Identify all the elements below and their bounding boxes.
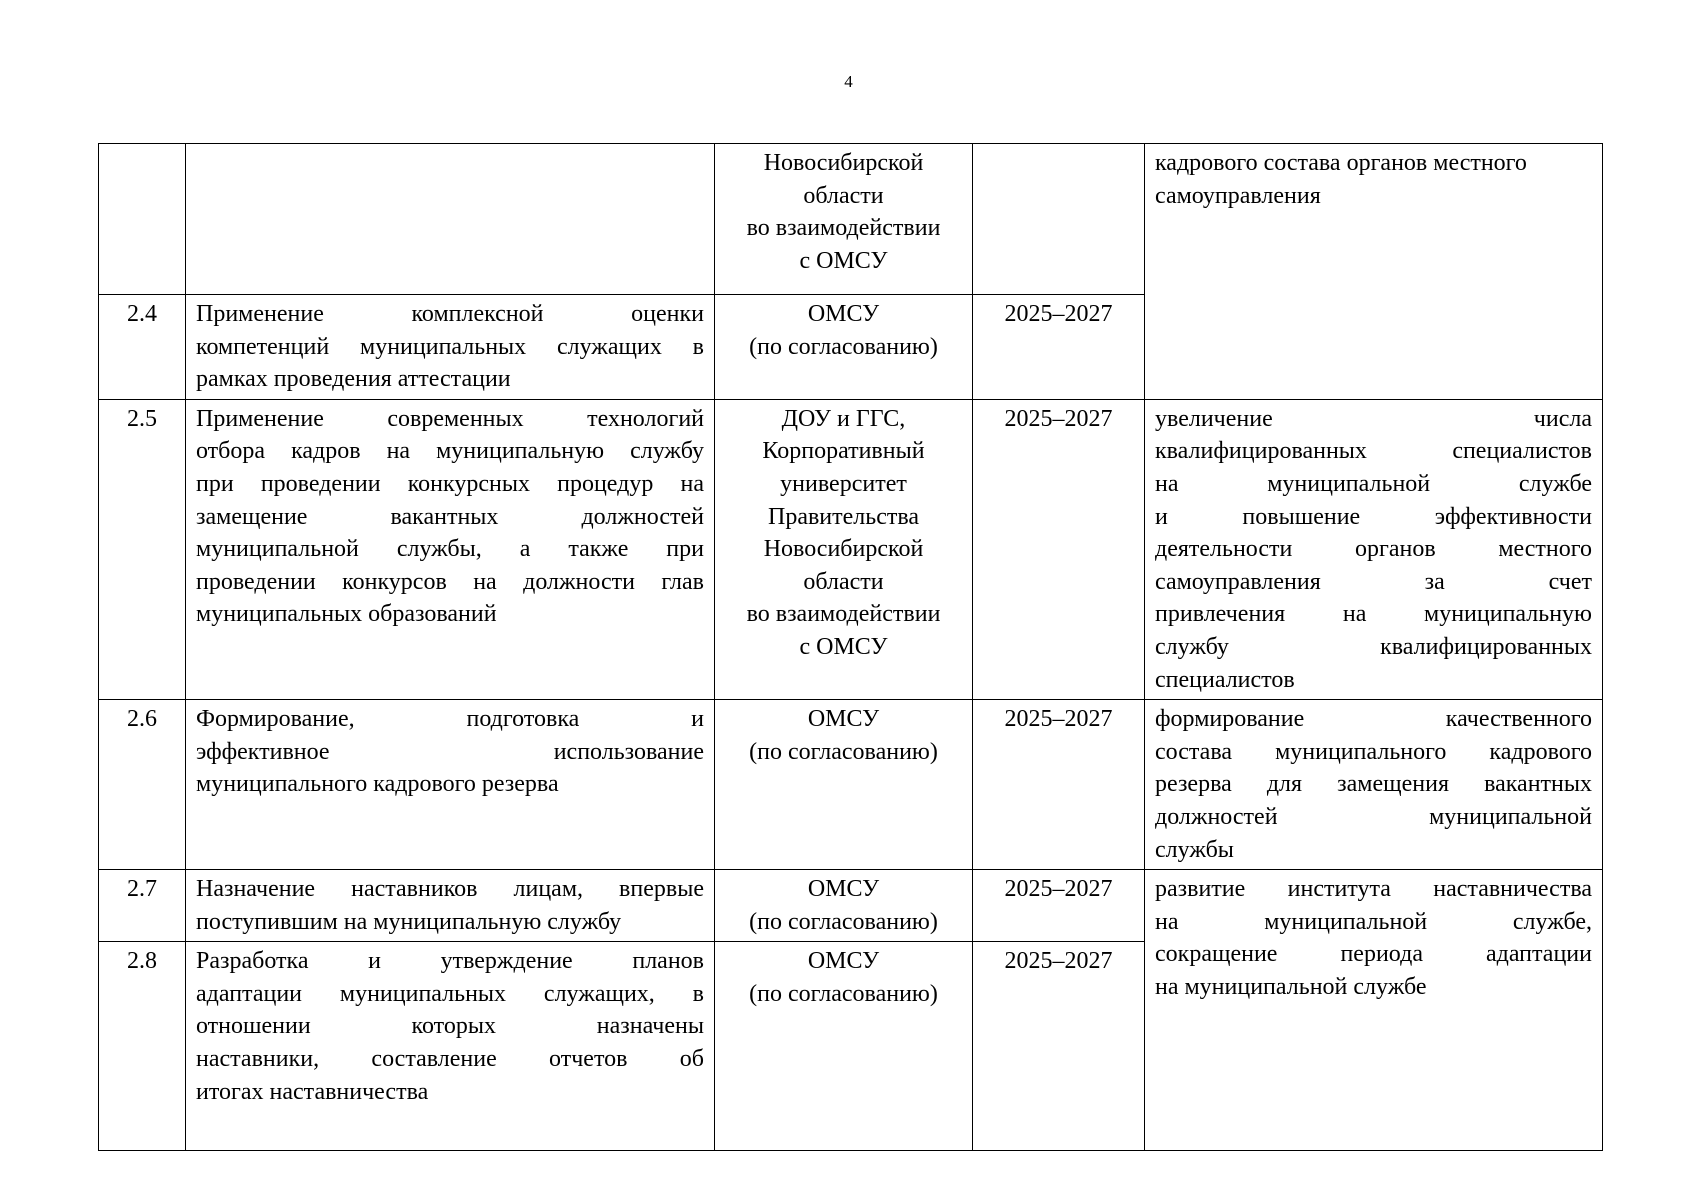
executor-line: ОМСУ: [807, 876, 880, 903]
result-line: кадрового состава органов местного: [1155, 150, 1527, 176]
activity-line: Формирование, подготовка и: [196, 706, 704, 733]
activity-name: [186, 295, 715, 400]
activity-line: муниципального кадрового резерва: [196, 771, 559, 798]
executor-line: области: [803, 182, 884, 209]
result-line: на муниципальной службе,: [1155, 908, 1592, 935]
activity-line: муниципальной службы, а также при: [196, 536, 704, 563]
row-number: 2.4: [99, 295, 186, 400]
activity-line: отбора кадров на муниципальную службу: [196, 438, 704, 465]
executor-line: с ОМСУ: [799, 633, 888, 660]
executor-line: во взаимодействии: [746, 215, 941, 242]
row-number: 2.6: [99, 700, 186, 870]
activity-line: итогах наставничества: [196, 1078, 429, 1105]
executor-line: университет: [780, 470, 907, 497]
activity-line: адаптации муниципальных служащих, в: [196, 980, 704, 1007]
table-row: [99, 870, 1603, 942]
result-line: развитие института наставничества: [1155, 876, 1592, 903]
result-line: и повышение эффективности: [1155, 503, 1592, 530]
term-cell: 2025–2027: [973, 870, 1145, 942]
result-line: службу квалифицированных: [1155, 633, 1592, 660]
table-row: [99, 399, 1603, 699]
table-row: [99, 700, 1603, 870]
activity-line: компетенций муниципальных служащих в: [196, 333, 704, 360]
term-cell: 2025–2027: [973, 399, 1145, 699]
result-line: привлечения на муниципальную: [1155, 601, 1592, 628]
executor-cell: [715, 942, 973, 1151]
executor-line: ДОУ и ГГС,: [781, 405, 906, 432]
executor-line: области: [803, 568, 884, 595]
activity-line: проведении конкурсов на должности глав: [196, 568, 704, 595]
activity-name: [186, 399, 715, 699]
executor-line: Правительства: [767, 503, 920, 530]
executor-line: Новосибирской: [763, 536, 924, 563]
activity-line: эффективное использование: [196, 738, 704, 765]
activity-line: поступившим на муниципальную службу: [196, 908, 622, 935]
result-line: на муниципальной службе: [1155, 973, 1427, 1000]
result-line: на муниципальной службе: [1155, 470, 1592, 497]
activity-line: Разработка и утверждение планов: [196, 948, 704, 975]
row-number: 2.5: [99, 399, 186, 699]
activity-line: при проведении конкурсных процедур на: [196, 470, 704, 497]
executor-line: (по согласованию): [749, 980, 938, 1007]
result-line: увеличение числа: [1155, 405, 1592, 432]
result-cell: [1145, 870, 1603, 1151]
result-line: специалистов: [1155, 666, 1295, 693]
activity-line: муниципальных образований: [196, 601, 497, 628]
result-line: состава муниципального кадрового: [1155, 738, 1592, 765]
row-number: 2.8: [99, 942, 186, 1151]
executor-line: Корпоративный: [762, 438, 925, 465]
activity-line: Применение современных технологий: [196, 405, 704, 432]
result-line: самоуправления за счет: [1155, 568, 1592, 595]
activity-name: [186, 700, 715, 870]
result-line: сокращение периода адаптации: [1155, 941, 1592, 968]
term-cell: [973, 144, 1145, 295]
activity-line: наставники, составление отчетов об: [196, 1046, 704, 1073]
executor-cell: [715, 144, 973, 295]
activity-line: рамках проведения аттестации: [196, 366, 511, 393]
executor-line: (по согласованию): [749, 908, 938, 935]
executor-line: ОМСУ: [807, 706, 880, 733]
executor-cell: [715, 870, 973, 942]
activity-line: Применение комплексной оценки: [196, 301, 704, 327]
activity-line: Назначение наставников лицам, впервые: [196, 876, 704, 903]
activity-line: замещение вакантных должностей: [196, 503, 704, 530]
executor-line: Новосибирской: [763, 150, 924, 176]
result-line: самоуправления: [1155, 182, 1321, 209]
executor-line: во взаимодействии: [746, 601, 941, 628]
executor-line: ОМСУ: [807, 948, 880, 975]
result-line: службы: [1155, 836, 1234, 863]
executor-line: ОМСУ: [807, 301, 880, 327]
term-cell: 2025–2027: [973, 942, 1145, 1151]
term-cell: 2025–2027: [973, 700, 1145, 870]
activity-name: [186, 870, 715, 942]
result-line: формирование качественного: [1155, 706, 1592, 733]
executor-line: с ОМСУ: [799, 247, 888, 274]
result-line: должностей муниципальной: [1155, 803, 1592, 830]
executor-line: (по согласованию): [749, 738, 938, 765]
result-cell: [1145, 399, 1603, 699]
term-cell: 2025–2027: [973, 295, 1145, 400]
activity-name: [186, 144, 715, 295]
row-number: 2.7: [99, 870, 186, 942]
table-row: [99, 144, 1603, 295]
result-cell: [1145, 144, 1603, 400]
result-line: резерва для замещения вакантных: [1155, 771, 1592, 798]
executor-cell: [715, 399, 973, 699]
executor-line: (по согласованию): [749, 333, 938, 360]
row-number: [99, 144, 186, 295]
page-number: 4: [844, 72, 853, 91]
result-line: деятельности органов местного: [1155, 536, 1592, 563]
executor-cell: [715, 700, 973, 870]
result-cell: [1145, 700, 1603, 870]
activity-line: отношении которых назначены: [196, 1013, 704, 1040]
executor-cell: [715, 295, 973, 400]
activity-name: [186, 942, 715, 1151]
result-line: квалифицированных специалистов: [1155, 438, 1592, 465]
activity-plan-table: [98, 143, 1603, 1151]
